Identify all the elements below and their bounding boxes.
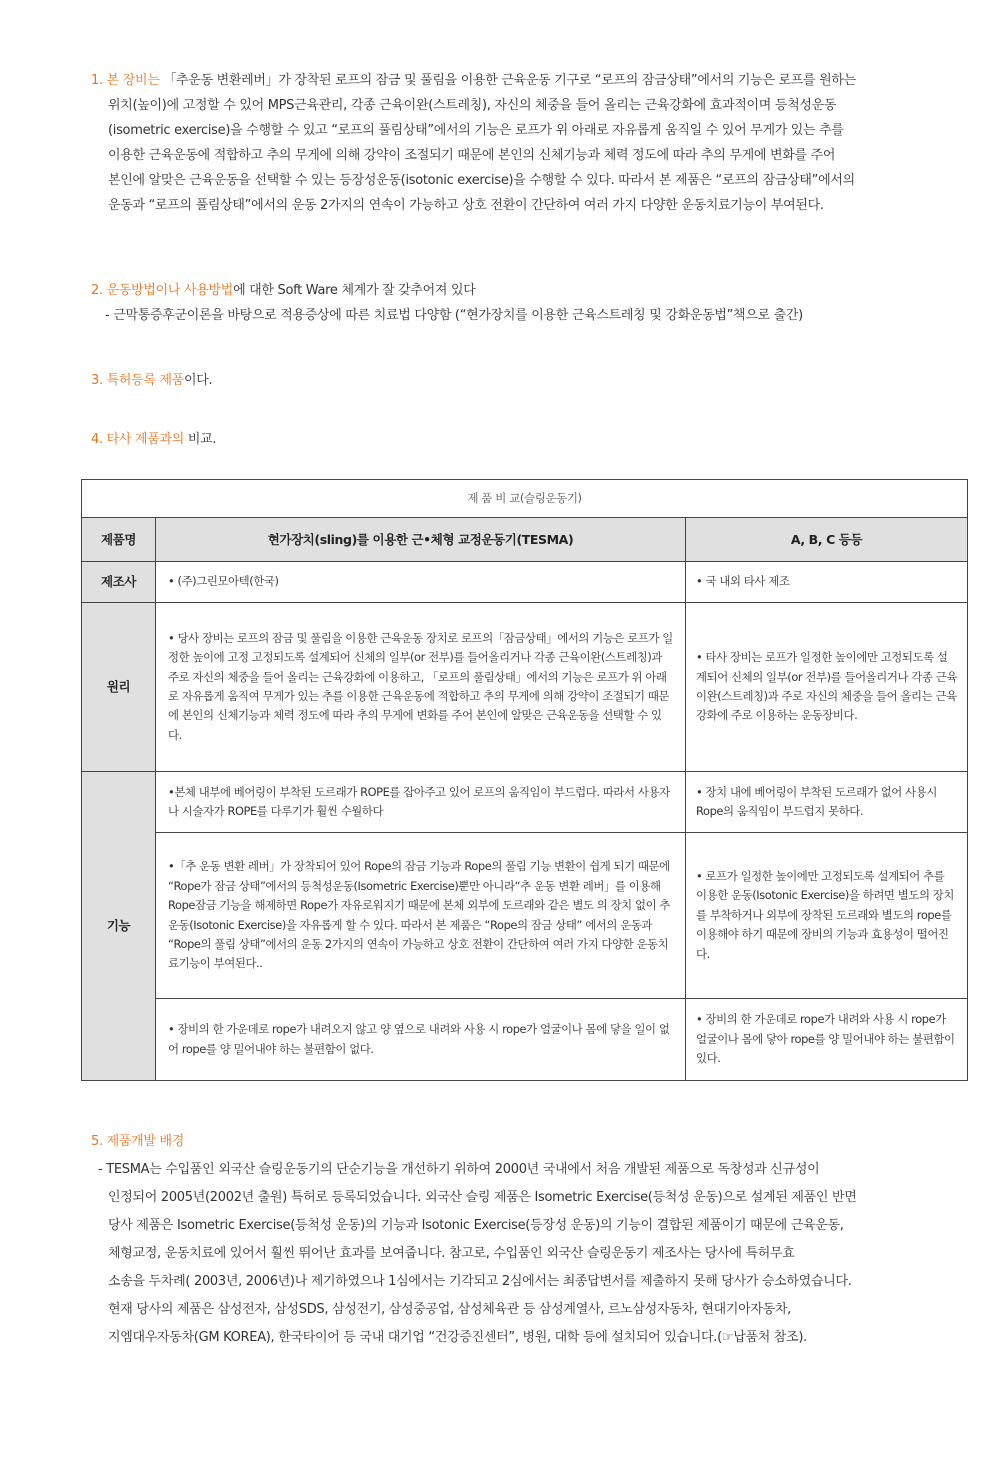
cell-function3-ours: • 장비의 한 가운데로 rope가 내려오지 않고 양 옆으로 내려와 사용 시 rope가 얼굴이나 몸에 닿을 일이 없어 rope를 양 밀어내야 하는 불편함이 없다. (156, 999, 686, 1081)
cell-principle-others: • 타사 장비는 로프가 일정한 높이에만 고정되도록 설계되어 신체의 일부(or 전부)를 들어올리거나 각종 근육이완(스트레칭)과 주로 자신의 체중을 들어 올리는 근육강화에 주로 이용하는 운동장비다. (686, 603, 968, 772)
table-row-function-3 (82, 999, 968, 1081)
table-caption: 제 품 비 교(슬링운동기) (82, 480, 968, 518)
section-1-line: 위치(높이)에 고정할 수 있어 MPS근육관리, 각종 근육이완(스트레칭), 자신의 체중을 들어 올리는 근육강화에 효과적이며 등척성운동 (108, 98, 837, 113)
cell-function2-others: • 로프가 일정한 높이에만 고정되도록 설계되어 추를 이용한 운동(Isotonic Exercise)을 하려면 별도의 장치를 부착하거나 외부에 장착된 도르래와 별도의 rope를 이용해야 하기 때문에 장비의 기능과 효용성이 떨어진다. (686, 833, 968, 999)
table-row-principle (82, 603, 968, 772)
table-row-function-1 (82, 772, 968, 833)
header-product-name: 제품명 (82, 518, 156, 562)
table-row-function-2 (82, 833, 968, 999)
row-label-maker: 제조사 (82, 562, 156, 603)
table-caption-row (82, 480, 968, 518)
section-1-line: 이용한 근육운동에 적합하고 추의 무게에 의해 강약이 조절되기 때문에 본인의 신체기능과 체력 정도에 따라 추의 무게에 변화를 주어 (108, 148, 836, 163)
section-1-line: 운동과 “로프의 풀림상태”에서의 운동 2가지의 연속이 가능하고 상호 전환이 간단하여 여러 가지 다양한 운동치료기능이 부여된다. (108, 198, 824, 213)
section-5-line: - TESMA는 수입품인 외국산 슬링운동기의 단순기능을 개선하기 위하여 2000년 국내에서 처음 개발된 제품으로 독창성과 신규성이 (98, 1162, 820, 1177)
section-4-comparison (91, 427, 931, 452)
section-2-text: 에 대한 Soft Ware 체계가 잘 갖추어져 있다 (233, 283, 476, 298)
section-3-heading: 3. 특허등록 제품 (91, 373, 185, 388)
section-4-heading: 4. 타사 제품과의 (91, 432, 185, 447)
section-1-heading: 1. 본 장비는 (91, 73, 160, 88)
section-1-line: 「추운동 변환레버」가 장착된 로프의 잠금 및 풀림을 이용한 근육운동 기구로 “로프의 잠금상태”에서의 기능은 로프를 원하는 (159, 73, 856, 88)
cell-maker-ours: • (주)그린모아텍(한국) (156, 562, 686, 603)
section-3-text: 이다. (184, 373, 213, 388)
cell-function1-ours: •본체 내부에 베어링이 부착된 도르래가 ROPE를 잡아주고 있어 로프의 움직임이 부드럽다. 따라서 사용자나 시술자가 ROPE를 다루기가 훨씬 수월하다 (156, 772, 686, 833)
section-5-line: 인정되어 2005년(2002년 출원) 특허로 등록되었습니다. 외국산 슬링 제품은 Isometric Exercise(등척성 운동)으로 설계된 제품인 반면 (108, 1190, 857, 1205)
section-2-software (91, 278, 931, 328)
section-1-line: 본인에 알맞은 근육운동을 선택할 수 있는 등장성운동(isotonic exercise)을 수행할 수 있다. 따라서 본 제품은 “로프의 잠금상태”에서의 (108, 173, 855, 188)
section-5-heading: 5. 제품개발 배경 (91, 1134, 185, 1149)
table-header-row (82, 518, 968, 562)
section-1-line: (isometric exercise)을 수행할 수 있고 “로프의 풀림상태”에서의 기능은 로프가 위 아래로 자유롭게 움직일 수 있어 무게가 있는 추를 (108, 123, 844, 138)
header-others: A, B, C 등등 (686, 518, 968, 562)
cell-function2-ours: •「추 운동 변환 레버」가 장착되어 있어 Rope의 잠금 기능과 Rope의 풀림 기능 변환이 쉽게 되기 때문에 “Rope가 잠금 상태”에서의 등척성운동(Isometric Exercise)뿐만 아니라“추 운동 변환 레버」를 이용해 Rope잠금 기능을 해제하면 Rope가 자유로워지기 때문에 본체 외부에 도르래와 같은 별도 의 장치 없이 추 운동(Isotonic Exercise)을 자유롭게 할 수 있다. 따라서 본 제품은 “Rope의 잠금 상태” 에서의 운동과 “Rope의 풀림 상태”에서의 운동 2가지의 연속이 가능하고 상호 전환이 간단하여 여러 가지 다양한 운동치료기능이 부여된다.. (156, 833, 686, 999)
section-5-line: 체형교정, 운동치료에 있어서 훨씬 뛰어난 효과를 보여줍니다. 참고로, 수입품인 외국산 슬링운동기 제조사는 당사에 특허무효 (108, 1246, 795, 1261)
table-row-maker (82, 562, 968, 603)
row-label-principle: 원리 (82, 603, 156, 772)
section-5-line: 현재 당사의 제품은 삼성전자, 삼성SDS, 삼성전기, 삼성중공업, 삼성체육관 등 삼성계열사, 르노삼성자동차, 현대기아자동차, (108, 1302, 791, 1317)
cell-function1-others: • 장치 내에 베어링이 부착된 도르래가 없어 사용시 Rope의 움직임이 부드럽지 못하다. (686, 772, 968, 833)
section-5-line: 지엠대우자동차(GM KOREA), 한국타이어 등 국내 대기업 “건강증진센터”, 병원, 대학 등에 설치되어 있습니다.(☞납품처 참조). (108, 1330, 807, 1345)
section-5-line: 소송을 두차례( 2003년, 2006년)나 제기하였으나 1심에서는 기각되고 2심에서는 최종답변서를 제출하지 못해 당사가 승소하였습니다. (108, 1274, 852, 1289)
row-label-function: 기능 (82, 772, 156, 1081)
section-2-subline: - 근막통증후군이론을 바탕으로 적용증상에 따른 치료법 다양함 (“현가장치를 이용한 근육스트레칭 및 강화운동법”책으로 출간) (105, 308, 803, 323)
section-2-heading: 2. 운동방법이나 사용방법 (91, 283, 234, 298)
cell-principle-ours: • 당사 장비는 로프의 잠금 및 풀림을 이용한 근육운동 장치로 로프의「잠금상태」에서의 기능은 로프가 일정한 높이에 고정 고정되도록 설계되어 신체의 일부(or 전부)를 들어올리거나 각종 근육이완(스트레칭)과 주로 자신의 체중을 들어 올리는 근육강화에 이용하고, 「로프의 풀림상태」에서의 기능은 로프가 위 아래로 자유롭게 움직여 무게가 있는 추를 이용한 근육운동에 적합하고 추의 무게에 의해 강약이 조절되기 때문에 본인의 신체기능과 체력 정도에 따라 추의 무게에 변화를 주어 본인에 알맞은 근육운동을 선택할 수 있다. (156, 603, 686, 772)
comparison-table (81, 479, 968, 1081)
section-3-patent (91, 368, 931, 393)
section-5-line: 당사 제품은 Isometric Exercise(등척성 운동)의 기능과 Isotonic Exercise(등장성 운동)의 기능이 결합된 제품이기 때문에 근육운동, (108, 1218, 844, 1233)
section-5-background (91, 1128, 931, 1352)
cell-function3-others: • 장비의 한 가운데로 rope가 내려와 사용 시 rope가 얼굴이나 몸에 닿아 rope를 양 밀어내야 하는 불편함이 있다. (686, 999, 968, 1081)
section-1-principle (91, 68, 931, 218)
header-tesma: 현가장치(sling)를 이용한 근•체형 교정운동기(TESMA) (156, 518, 686, 562)
section-4-text: 비교. (184, 432, 217, 447)
cell-maker-others: • 국 내외 타사 제조 (686, 562, 968, 603)
